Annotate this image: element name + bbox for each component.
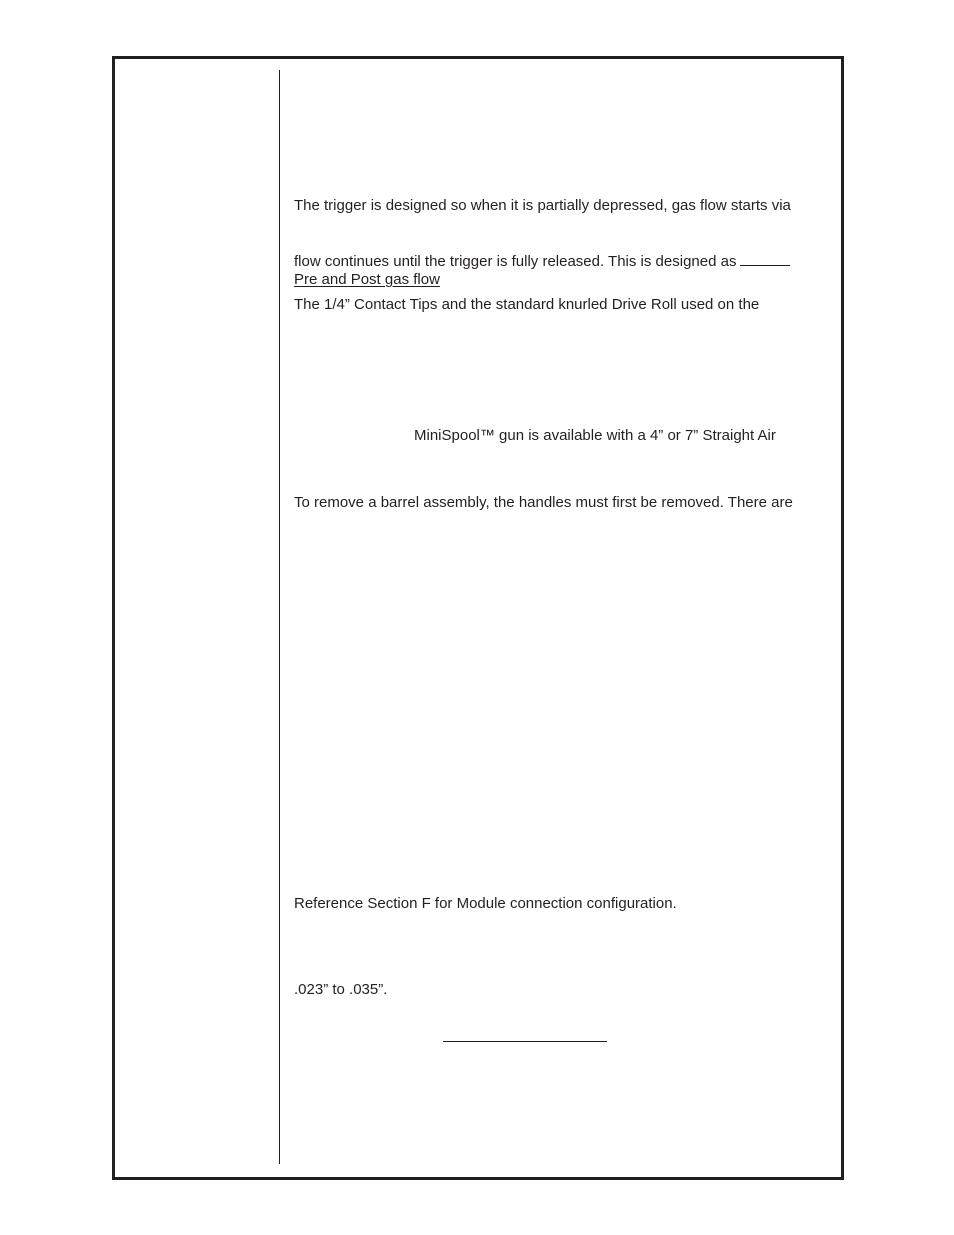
paragraph-trigger-gas-flow: The trigger is designed so when it is partially depressed, gas flow starts via [294,197,791,214]
blank-underline-rule [443,1041,607,1042]
paragraph-wire-range: .023” to .035”. [294,981,388,998]
paragraph-flow-continues [294,252,790,271]
fill-in-blank [740,252,790,266]
paragraph-reference-section: Reference Section F for Module connection configuration. [294,895,677,912]
paragraph-contact-tips: The 1/4” Contact Tips and the standard knurled Drive Roll used on the [294,296,760,313]
flow-continues-text: flow continues until the trigger is fully released. This is designed as [294,253,737,270]
pre-post-gas-flow-label: Pre and Post gas flow [294,271,440,288]
page-border [112,56,844,1180]
column-divider [279,70,280,1164]
paragraph-minispool-gun: MiniSpool™ gun is available with a 4” or 7” Straight Air [414,427,776,444]
paragraph-remove-barrel: To remove a barrel assembly, the handles must first be removed. There are [294,494,793,511]
